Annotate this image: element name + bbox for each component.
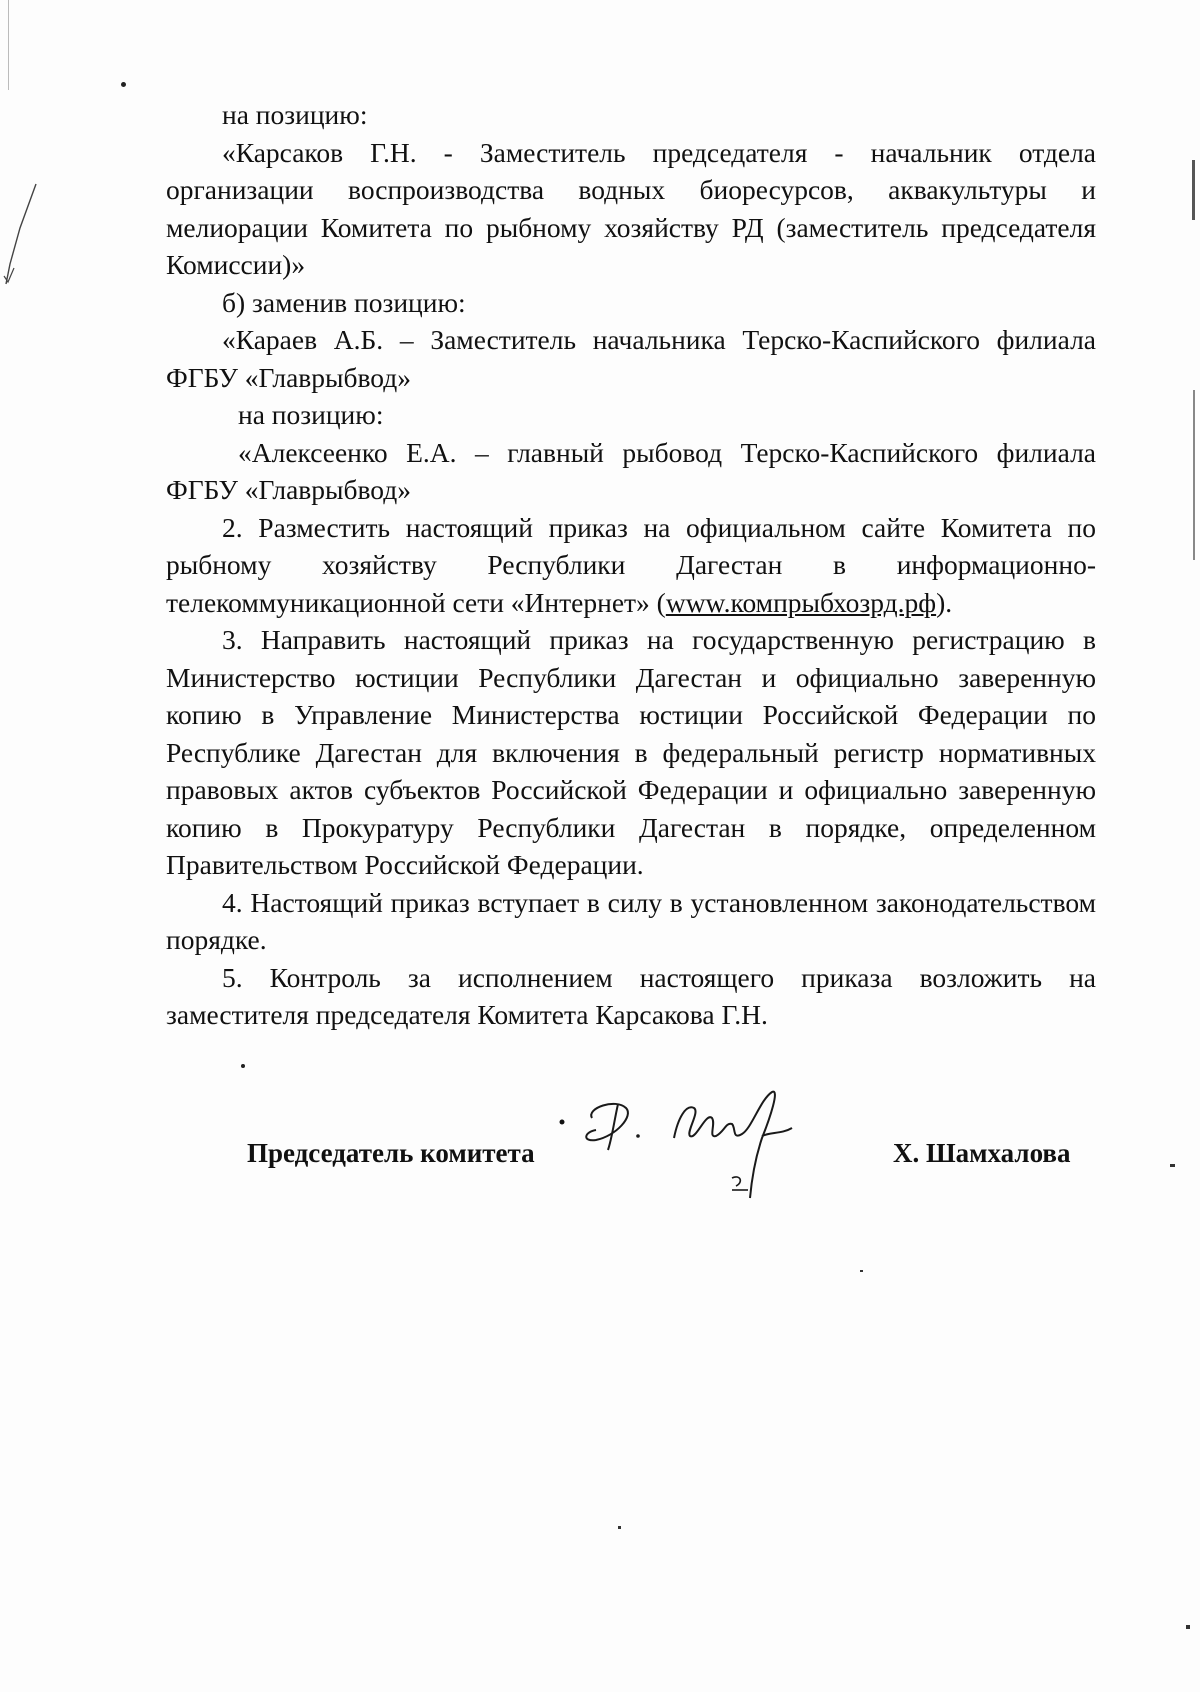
scan-dot xyxy=(121,82,126,87)
right-edge-mark xyxy=(1193,390,1195,560)
paragraph: 3. Направить настоящий приказ на государственную регистрацию в Министерство юстиции Республики Дагестан и официально заверенную копию в Управление Министерства юстиции Российской Федерации по Республике Дагестан для включения в федеральный регистр нормативных правовых актов субъектов Российской Федерации и официально заверенную копию в Прокуратуру Республики Дагестан в порядке, определенном Правительством Российской Федерации. xyxy=(166,624,1096,880)
scan-dot xyxy=(1170,1164,1175,1167)
scan-dot xyxy=(618,1526,621,1529)
paragraph: на позицию: xyxy=(238,399,384,430)
paragraph: 4. Настоящий приказ вступает в силу в установленном законодательством порядке. xyxy=(166,886,1096,955)
paragraph: 5. Контроль за исполнением настоящего приказа возложить на заместителя председателя Комитета Карсакова Г.Н. xyxy=(166,961,1096,1030)
signatory-title: Председатель комитета xyxy=(247,1138,535,1168)
document-body xyxy=(166,96,1096,1034)
paragraph: «Алексеенко Е.А. – главный рыбовод Терско-Каспийского филиала ФГБУ «Главрыбвод» xyxy=(166,436,1096,505)
paragraph: на позицию: xyxy=(222,99,368,130)
paragraph: «Караев А.Б. – Заместитель начальника Терско-Каспийского филиала ФГБУ «Главрыбвод» xyxy=(166,324,1096,393)
paragraph-text: 2. Разместить настоящий приказ на официальном сайте Комитета по рыбному хозяйству Республики Дагестан в информационно-телекоммуникационной сети «Интернет» ( xyxy=(166,511,1096,618)
right-edge-mark xyxy=(1192,160,1195,220)
left-edge-mark xyxy=(8,0,9,90)
margin-pencil-mark xyxy=(0,180,40,290)
paragraph: б) заменив позицию: xyxy=(222,286,466,318)
scan-dot xyxy=(1186,1625,1190,1629)
website-link[interactable]: www.компрыбхозрд.рф xyxy=(665,586,937,618)
paragraph: «Карсаков Г.Н. - Заместитель председателя - начальник отдела организации воспроизводства водных биоресурсов, аквакультуры и мелиорации Комитета по рыбному хозяйству РД (заместитель председателя Комиссии)» xyxy=(166,136,1096,280)
handwritten-signature xyxy=(556,1078,876,1208)
signatory-name: Х. Шамхалова xyxy=(893,1138,1071,1168)
scan-dot xyxy=(860,1270,863,1272)
scan-dot xyxy=(241,1064,245,1068)
paragraph xyxy=(166,509,1096,622)
paragraph-text: ). xyxy=(936,586,953,618)
